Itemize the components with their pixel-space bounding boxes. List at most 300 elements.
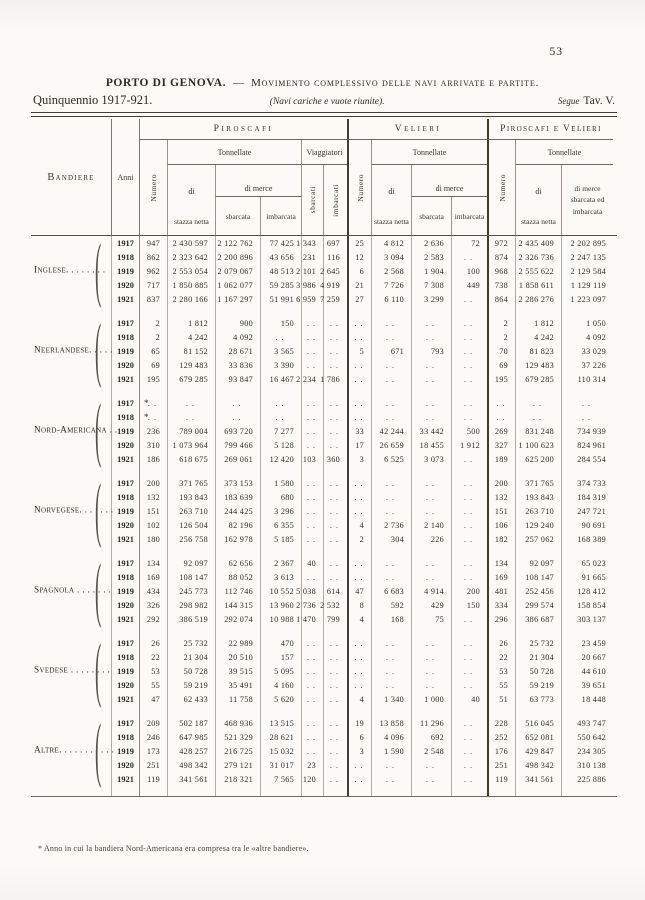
value-cell: 18 455 [411, 438, 451, 452]
year-cell: 1920 [111, 438, 139, 452]
value-cell: 69 [487, 358, 515, 372]
value-cell: 193 843 [515, 490, 561, 504]
flag-group-rows [31, 389, 617, 469]
flag-label: Inglese. . . . . . . . [34, 265, 106, 276]
value-cell: . . [323, 758, 347, 772]
flag-column-cell [31, 236, 111, 250]
year-cell: 1920 [111, 678, 139, 692]
table-row [31, 664, 617, 678]
value-cell: 2 323 642 [167, 250, 215, 264]
year-cell [111, 306, 139, 316]
year-group-brace: ( [95, 309, 102, 389]
spacer-cell [451, 546, 487, 556]
value-cell: . . [451, 292, 487, 306]
spacer-cell [561, 466, 613, 476]
value-cell: 4 [347, 612, 371, 626]
value-cell: . . [323, 396, 347, 410]
flag-label: Neerlandese. . . . . [34, 345, 113, 356]
value-cell: 292 [139, 612, 167, 626]
value-cell: 429 [411, 598, 451, 612]
value-cell: . . [301, 570, 323, 584]
value-cell: 2 280 166 [167, 292, 215, 306]
value-cell: . . [371, 772, 411, 786]
value-cell: 112 746 [215, 584, 260, 598]
value-cell: 119 [139, 772, 167, 786]
flag-column-cell [31, 292, 111, 306]
value-cell: 59 219 [515, 678, 561, 692]
value-cell: 671 [371, 344, 411, 358]
value-cell: . . [411, 316, 451, 330]
value-cell: 680 [260, 490, 301, 504]
value-cell: 1 470 [301, 612, 323, 626]
value-cell: 1 000 [411, 692, 451, 706]
year-group-brace: ( [95, 469, 102, 549]
flag-column-cell [31, 546, 111, 556]
value-cell: 618 675 [167, 452, 215, 466]
spacer-cell [371, 306, 411, 316]
value-cell: . . [561, 396, 613, 410]
value-cell: 2 532 [323, 598, 347, 612]
value-cell: 200 [487, 476, 515, 490]
value-cell: 2 [487, 330, 515, 344]
value-cell: 26 [487, 636, 515, 650]
spacer-cell [487, 466, 515, 476]
table-row [31, 692, 617, 706]
value-cell: . . [451, 612, 487, 626]
value-cell: 134 [139, 556, 167, 570]
value-cell: 90 691 [561, 518, 613, 532]
value-cell: . . [323, 490, 347, 504]
spacer-cell [515, 786, 561, 796]
value-cell: . . [347, 570, 371, 584]
value-cell: 498 342 [167, 758, 215, 772]
stazza-netta-label: stazza netta [521, 217, 556, 226]
value-cell: 11 758 [215, 692, 260, 706]
header-bandiere: Bandiere [47, 171, 95, 183]
value-cell: 5 [347, 344, 371, 358]
value-cell: 793 [411, 344, 451, 358]
value-cell: 183 639 [215, 490, 260, 504]
spacer-cell [323, 786, 347, 796]
value-cell: 22 989 [215, 636, 260, 650]
value-cell: 2 430 597 [167, 236, 215, 250]
value-cell: 386 519 [167, 612, 215, 626]
table-row [31, 396, 617, 410]
flag-group [31, 629, 617, 716]
value-cell: 100 [451, 264, 487, 278]
value-cell: . . [451, 344, 487, 358]
value-cell: . . [411, 678, 451, 692]
value-cell: 4 160 [260, 678, 301, 692]
value-cell: 151 [487, 504, 515, 518]
value-cell: . . [451, 452, 487, 466]
table-row [31, 518, 617, 532]
spacer-cell [323, 306, 347, 316]
year-cell: 1919 [111, 344, 139, 358]
year-cell: 1917 [111, 476, 139, 490]
sbarcati-vertical-label: sbarcati [308, 186, 317, 214]
value-cell: . . * [139, 410, 167, 424]
segue-label: Segue [557, 96, 580, 106]
value-cell: 65 023 [561, 556, 613, 570]
numero-vertical-label: Numero [355, 173, 365, 202]
value-cell: . . [323, 424, 347, 438]
value-cell: 55 [139, 678, 167, 692]
spacer-cell [487, 626, 515, 636]
value-cell: 625 200 [515, 452, 561, 466]
value-cell: . . [487, 396, 515, 410]
value-cell: . . [347, 476, 371, 490]
value-cell: 22 [139, 650, 167, 664]
flag-group [31, 709, 617, 796]
value-cell: 4 092 [561, 330, 613, 344]
value-cell: 42 244 [371, 424, 411, 438]
value-cell: 25 732 [515, 636, 561, 650]
value-cell: 2 736 [301, 598, 323, 612]
value-cell: . . [451, 518, 487, 532]
spacer-cell [167, 626, 215, 636]
value-cell: 4 092 [215, 330, 260, 344]
value-cell: 2 636 [411, 236, 451, 250]
title-port-name: PORTO DI GENOVA. [105, 77, 227, 89]
value-cell: 6 525 [371, 452, 411, 466]
flag-column-cell [31, 250, 111, 264]
value-cell: . . [371, 410, 411, 424]
header-group-piroscafi-e-velieri: Piroscafi e Velieri [487, 119, 613, 140]
table-row [31, 758, 617, 772]
spacer-cell [487, 386, 515, 396]
value-cell: 195 [487, 372, 515, 386]
value-cell: . . [411, 636, 451, 650]
value-cell: 310 138 [561, 758, 613, 772]
flag-column-cell [31, 758, 111, 772]
value-cell: 7 259 [323, 292, 347, 306]
value-cell: 47 [347, 584, 371, 598]
table-row [31, 264, 617, 278]
flag-column-cell [31, 490, 111, 504]
value-cell: 947 [139, 236, 167, 250]
header-anni: Anni [111, 119, 139, 235]
spacer-cell [347, 706, 371, 716]
spacer-cell [260, 626, 301, 636]
value-cell: 697 [323, 236, 347, 250]
flag-label: Altre. . . . . . . . . . . [34, 745, 115, 756]
value-cell: 209 [139, 716, 167, 730]
value-cell: 251 [139, 758, 167, 772]
value-cell: 360 [323, 452, 347, 466]
flag-column-cell [31, 706, 111, 716]
value-cell: . . [347, 316, 371, 330]
value-cell: 296 [487, 612, 515, 626]
value-cell: . . [411, 410, 451, 424]
value-cell: 134 [487, 556, 515, 570]
value-cell: . . [371, 372, 411, 386]
spacer-cell [347, 466, 371, 476]
imbarcati-vertical-label: imbarcati [331, 183, 340, 217]
value-cell: . . [323, 730, 347, 744]
value-cell: . . [411, 772, 451, 786]
value-cell: 132 [139, 490, 167, 504]
flag-group-rows [31, 469, 617, 549]
value-cell: . . [167, 410, 215, 424]
value-cell: 3 [347, 452, 371, 466]
value-cell: 110 314 [561, 372, 613, 386]
value-cell: 1 580 [260, 476, 301, 490]
spacer-cell [260, 546, 301, 556]
year-cell: 1917 [111, 396, 139, 410]
spacer-cell [515, 466, 561, 476]
value-cell: 40 [301, 556, 323, 570]
year-cell: 1918 [111, 570, 139, 584]
value-cell: 1 858 611 [515, 278, 561, 292]
numero-vertical-label: Numero [149, 173, 158, 202]
value-cell: 679 285 [167, 372, 215, 386]
flag-column-cell [31, 386, 111, 396]
value-cell: 25 [347, 236, 371, 250]
value-cell: 1 812 [515, 316, 561, 330]
flag-group-rows [31, 309, 617, 389]
table-row [31, 716, 617, 730]
header-velieri-di-merce: di merce [411, 165, 487, 197]
spacer-cell [215, 386, 260, 396]
spacer-cell [371, 786, 411, 796]
table-row [31, 504, 617, 518]
table-row [31, 584, 617, 598]
flag-column-cell [31, 466, 111, 476]
table-row [31, 636, 617, 650]
spacer-cell [451, 786, 487, 796]
value-cell: 180 [139, 532, 167, 546]
header-viaggiatori-sbarcati [301, 165, 323, 235]
value-cell: 26 [139, 636, 167, 650]
flag-column-cell [31, 278, 111, 292]
table-row [31, 372, 617, 386]
spacer-cell [167, 786, 215, 796]
value-cell: 168 389 [561, 532, 613, 546]
value-cell: 3 613 [260, 570, 301, 584]
value-cell: 299 574 [515, 598, 561, 612]
flag-label: Svedese . . . . . . . . [34, 665, 111, 676]
value-cell: 5 185 [260, 532, 301, 546]
spacer-cell [215, 706, 260, 716]
value-cell: 31 017 [260, 758, 301, 772]
stazza-netta-stack [516, 165, 561, 235]
value-cell: 864 [487, 292, 515, 306]
year-cell: 1921 [111, 532, 139, 546]
header-velieri-tonnellate: Tonnellate [371, 140, 487, 165]
value-cell: . . [371, 570, 411, 584]
header-viaggiatori: Viaggiatori [301, 140, 347, 165]
value-cell: 874 [487, 250, 515, 264]
value-cell: 6 683 [371, 584, 411, 598]
group-spacer [31, 706, 617, 716]
spacer-cell [371, 706, 411, 716]
value-cell: 2 [487, 316, 515, 330]
value-cell: 449 [451, 278, 487, 292]
table-row [31, 250, 617, 264]
value-cell: 12 [347, 250, 371, 264]
value-cell: . . [451, 730, 487, 744]
spacer-cell [260, 466, 301, 476]
value-cell: 2 553 054 [167, 264, 215, 278]
page-title [0, 73, 645, 91]
header-totale-numero [487, 140, 515, 235]
spacer-cell [347, 386, 371, 396]
value-cell: 647 985 [167, 730, 215, 744]
value-cell: 6 [347, 264, 371, 278]
header-velieri-imbarcata: imbarcata [451, 197, 487, 235]
spacer-cell [487, 306, 515, 316]
value-cell: 310 [139, 438, 167, 452]
year-group-brace: ( [95, 549, 102, 629]
spacer-cell [487, 706, 515, 716]
value-cell: 40 [451, 692, 487, 706]
table-row [31, 598, 617, 612]
value-cell: 4 [347, 692, 371, 706]
group-spacer [31, 786, 617, 796]
value-cell: . . [301, 330, 323, 344]
value-cell: 7 308 [411, 278, 451, 292]
table-row [31, 744, 617, 758]
value-cell: 182 [487, 532, 515, 546]
value-cell: 2 736 [371, 518, 411, 532]
year-cell: 1919 [111, 584, 139, 598]
value-cell: 327 [487, 438, 515, 452]
value-cell: . . [215, 410, 260, 424]
value-cell: 70 [487, 344, 515, 358]
value-cell: 862 [139, 250, 167, 264]
header-piroscafi-numero [139, 140, 167, 235]
value-cell: . . [451, 570, 487, 584]
value-cell: . . [323, 532, 347, 546]
value-cell: 1 786 [323, 372, 347, 386]
table-row [31, 612, 617, 626]
year-cell [111, 626, 139, 636]
value-cell: 102 [139, 518, 167, 532]
spacer-cell [371, 546, 411, 556]
value-cell: . . [323, 476, 347, 490]
spacer-cell [561, 786, 613, 796]
value-cell: . . [451, 556, 487, 570]
flag-label: Nord-Americana . . [34, 425, 118, 436]
value-cell: . . [347, 372, 371, 386]
value-cell: . . [411, 570, 451, 584]
value-cell: . . [323, 504, 347, 518]
page-number: 53 [549, 46, 563, 58]
value-cell: . . [301, 636, 323, 650]
spacer-cell [515, 306, 561, 316]
value-cell: . . [323, 344, 347, 358]
header-piroscafi-stazza-netta [167, 165, 215, 235]
value-cell: 108 147 [167, 570, 215, 584]
year-cell: 1920 [111, 278, 139, 292]
value-cell: 48 513 [260, 264, 301, 278]
table-row [31, 410, 617, 424]
value-cell: . . [323, 744, 347, 758]
top-double-rule [31, 112, 617, 117]
value-cell: 652 081 [515, 730, 561, 744]
value-cell: 614 [323, 584, 347, 598]
value-cell: 22 [487, 650, 515, 664]
value-cell: 116 [323, 250, 347, 264]
value-cell: . . [451, 410, 487, 424]
value-cell: 2 583 [411, 250, 451, 264]
flag-column-cell [31, 358, 111, 372]
value-cell: 25 732 [167, 636, 215, 650]
value-cell: 92 097 [167, 556, 215, 570]
spacer-cell [561, 546, 613, 556]
value-cell: 21 [347, 278, 371, 292]
flag-column-cell [31, 636, 111, 650]
header-group-piroscafi: Piroscafi [139, 119, 347, 140]
year-cell: 1921 [111, 692, 139, 706]
value-cell: 158 854 [561, 598, 613, 612]
value-cell: 3 [347, 744, 371, 758]
value-cell: 3 073 [411, 452, 451, 466]
flag-column-cell [31, 612, 111, 626]
value-cell: 63 773 [515, 692, 561, 706]
value-cell: 39 515 [215, 664, 260, 678]
value-cell: 500 [451, 424, 487, 438]
value-cell: 5 038 [301, 584, 323, 598]
value-cell: 33 [347, 424, 371, 438]
value-cell: 3 390 [260, 358, 301, 372]
value-cell: . . [301, 664, 323, 678]
value-cell: 481 [487, 584, 515, 598]
year-cell: 1918 [111, 490, 139, 504]
value-cell: . . [301, 692, 323, 706]
spacer-cell [260, 706, 301, 716]
spacer-cell [371, 626, 411, 636]
value-cell: 62 433 [167, 692, 215, 706]
table-row [31, 570, 617, 584]
value-cell: 5 620 [260, 692, 301, 706]
value-cell: 1 223 097 [561, 292, 613, 306]
value-cell: . . [301, 438, 323, 452]
value-cell: 23 [301, 758, 323, 772]
title-separator: — [233, 77, 245, 89]
value-cell: . . [347, 678, 371, 692]
value-cell: 269 061 [215, 452, 260, 466]
value-cell: 1 167 297 [215, 292, 260, 306]
value-cell: 169 [487, 570, 515, 584]
year-cell: 1921 [111, 452, 139, 466]
value-cell: . . [451, 490, 487, 504]
value-cell: . . [167, 396, 215, 410]
value-cell: . . [260, 410, 301, 424]
value-cell: 150 [260, 316, 301, 330]
value-cell: 962 [139, 264, 167, 278]
year-cell: 1920 [111, 758, 139, 772]
value-cell: 371 765 [167, 476, 215, 490]
value-cell: . . [347, 772, 371, 786]
value-cell: 92 097 [515, 556, 561, 570]
value-cell: 968 [487, 264, 515, 278]
value-cell: 13 960 [260, 598, 301, 612]
value-cell: 256 758 [167, 532, 215, 546]
value-cell: 129 483 [167, 358, 215, 372]
value-cell: . . [301, 344, 323, 358]
header-totale-merce: di merce sbarcata ed imbarcata [561, 165, 613, 235]
value-cell: 789 004 [167, 424, 215, 438]
spacer-cell [451, 306, 487, 316]
value-cell: . . [347, 504, 371, 518]
value-cell: 3 986 [301, 278, 323, 292]
value-cell: 4 242 [167, 330, 215, 344]
spacer-cell [323, 706, 347, 716]
year-cell: 1919 [111, 424, 139, 438]
value-cell: 195 [139, 372, 167, 386]
